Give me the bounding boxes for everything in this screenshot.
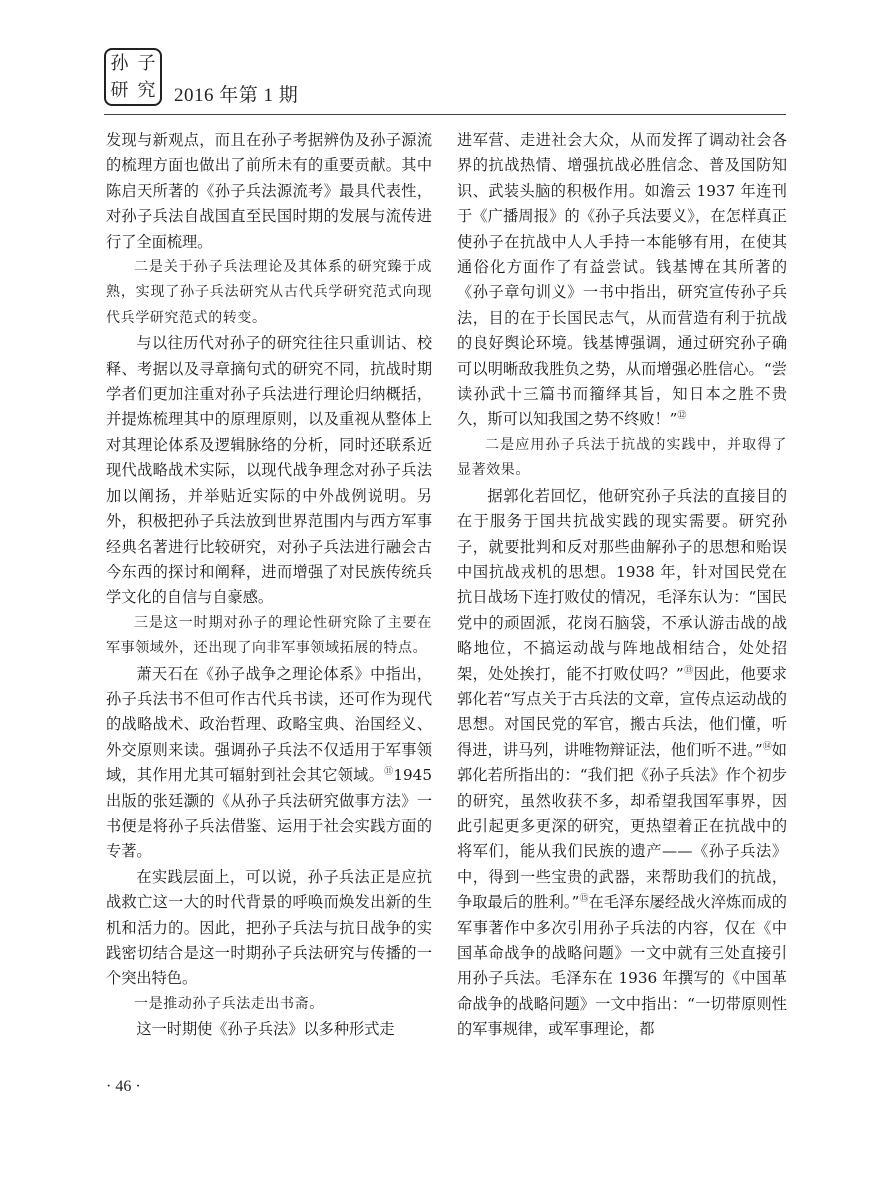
logo-char: 究 bbox=[137, 79, 156, 101]
paragraph: 发现与新观点，而且在孙子考据辨伪及孙子源流的梳理方面也做出了前所未有的重要贡献。其中陈启天所著的《孙子兵法源流考》最具代表性，对孙子兵法自战国直至民国时期的发展与流传进行了全面梳理。 bbox=[106, 131, 432, 251]
paragraph: 这一时期使《孙子兵法》以多种形式走 bbox=[136, 1020, 395, 1039]
paragraph: 据郭化若回忆，他研究孙子兵法的直接目的在于服务于国共抗战实践的现实需要。研究孙子，就要批判和反对那些曲解孙子的思想和贻误中国抗战戎机的思想。1938 年，针对国民党在抗日战场下连打败仗的情况，毛泽东认为：“国民党中的顽固派，花岗石脑袋，不承认游击战的战略地位，不搞运动战与阵地战相结合，处处招架，处处挨打，能不打败仗吗？”⑬因此，他要求郭化若“写点关于古兵法的文章，宣传点运动战的思想。对国民党的军官，搬古兵法，他们懂，听得进，讲马列，讲唯物辩证法，他们听不进。”⑭如郭化若所指出的：“我们把《孙子兵法》作个初步的研究，虽然收获不多，却希望我国军事界，因此引起更多更深的研究，更热望着正在抗战中的将军们，能从我们民族的遗产——《孙子兵法》中，得到一些宝贵的武器，来帮助我们的抗战，争取最后的胜利。”⑮在毛泽东屡经战火淬炼而成的军事著作中多次引用孙子兵法的内容，仅在《中国革命战争的战略问题》一文中就有三处直接引用孙子兵法。毛泽东在 1936 年撰写的《中国革命战争的战略问题》一文中指出：“一切带原则性的军事规律，或军事理论，都 bbox=[457, 486, 787, 1039]
journal-header bbox=[104, 48, 786, 118]
emphasis-heading: 一是推动孙子兵法走出书斋。 bbox=[134, 995, 324, 1012]
issue-label: 2016 年第 1 期 bbox=[174, 85, 299, 106]
left-column bbox=[106, 128, 432, 1043]
paragraph: 萧天石在《孙子战争之理论体系》中指出，孙子兵法书不但可作古代兵书读，还可作为现代的战略战术、政治哲理、政略宝典、治国经义、外交原则来读。强调孙子兵法不仅适用于军事领域，其作用尤其可辐射到社会其它领域。⑪1945 出版的张廷灏的《从孙子兵法研究做事方法》一书便是将孙子兵法借鉴、运用于社会实践方面的专著。 bbox=[106, 664, 432, 861]
logo-char: 孙 bbox=[110, 52, 129, 74]
emphasis-heading: 三是这一时期对孙子的理论性研究除了主要在军事领域外，还出现了向非军事领域拓展的特点。 bbox=[106, 614, 432, 657]
paragraph: 在实践层面上，可以说，孙子兵法正是应抗战救亡这一大的时代背景的呼唤而焕发出新的生机和活力的。因此，把孙子兵法与抗日战争的实践密切结合是这一时期孙子兵法研究与传播的一个突出特色。 bbox=[106, 867, 432, 988]
paragraph: 进军营、走进社会大众，从而发挥了调动社会各界的抗战热情、增强抗战必胜信念、普及国防知识、武装头脑的积极作用。如澹云 1937 年连刊于《广播周报》的《孙子兵法要义》，在怎样真正使孙子在抗战中人人手持一本能够有用，在使其通俗化方面作了有益尝试。钱基博在其所著的《孙子章句训义》一书中指出，研究宣传孙子兵法，目的在于长国民志气，从而营造有利于抗战的良好舆论环境。钱基博强调，通过研究孙子确可以明晰敌我胜负之势，从而增强必胜信心。“尝读孙武十三篇书而籀绎其旨，知日本之胜不贵久，斯可以知我国之势不终败！”⑫ bbox=[457, 131, 787, 429]
header-divider bbox=[104, 114, 786, 115]
footnote-ref: ⑬ bbox=[683, 665, 694, 676]
journal-logo bbox=[104, 48, 162, 106]
footnote-ref: ⑭ bbox=[762, 741, 772, 752]
footnote-ref: ⑫ bbox=[677, 411, 687, 422]
footnote-ref: ⑪ bbox=[384, 767, 394, 778]
right-column bbox=[457, 128, 787, 1043]
paragraph: 与以往历代对孙子的研究往往只重训诂、校释、考据以及寻章摘句式的研究不同，抗战时期学者们更加注重对孙子兵法进行理论归纳概括，并提炼梳理其中的原理原则，以及重视从整体上对其理论体系及逻辑脉络的分析，同时还联系近现代战略战术实际，以现代战争理念对孙子兵法加以阐扬，并举贴近实际的中外战例说明。另外，积极把孙子兵法放到世界范围内与西方军事经典名著进行比较研究，对孙子兵法进行融会古今东西的探讨和阐释，进而增强了对民族传统兵学文化的自信与自豪感。 bbox=[106, 334, 432, 607]
footnote-ref: ⑮ bbox=[579, 894, 589, 905]
logo-char: 子 bbox=[137, 52, 156, 74]
logo-char: 研 bbox=[110, 79, 129, 101]
emphasis-heading: 二是关于孙子兵法理论及其体系的研究臻于成熟，实现了孙子兵法研究从古代兵学研究范式向现代兵学研究范式的转变。 bbox=[106, 259, 432, 326]
page-number: · 46 · bbox=[106, 1078, 141, 1095]
emphasis-heading: 二是应用孙子兵法于抗战的实践中，并取得了显著效果。 bbox=[457, 436, 787, 479]
